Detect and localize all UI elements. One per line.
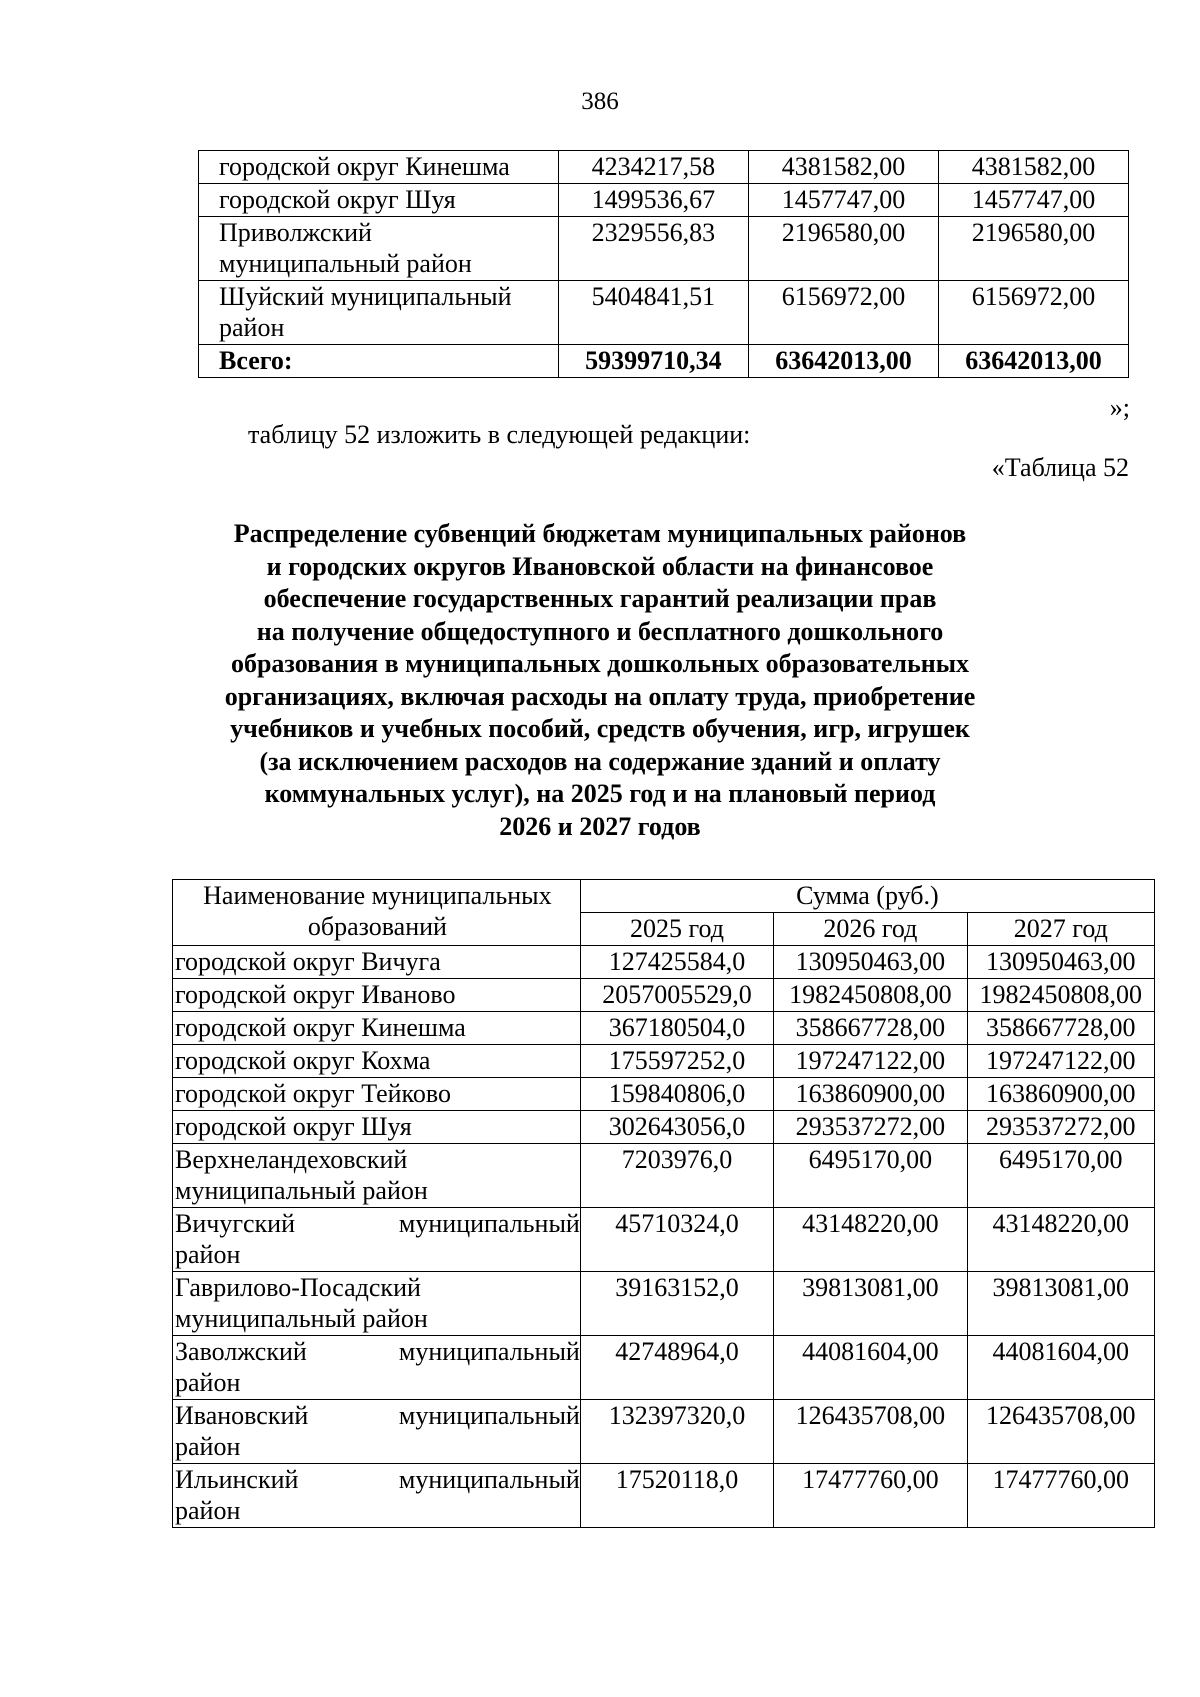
value-2026: 293537272,00 bbox=[774, 1111, 967, 1144]
row-name: Гаврилово-Посадский муниципальный район bbox=[173, 1272, 581, 1336]
row-name: Шуйский муниципальный район bbox=[199, 281, 559, 345]
table-label: «Таблица 52 bbox=[991, 453, 1129, 482]
header-name: Наименование муниципальных образований bbox=[173, 880, 581, 946]
value-2026: 197247122,00 bbox=[774, 1045, 967, 1078]
row-name bbox=[173, 1464, 581, 1528]
value-2027: 4381582,00 bbox=[938, 151, 1128, 184]
value-2025: 159840806,0 bbox=[580, 1078, 773, 1111]
value-2027: 197247122,00 bbox=[967, 1045, 1154, 1078]
value-2025: 302643056,0 bbox=[580, 1111, 773, 1144]
row-name-part: район bbox=[175, 1240, 241, 1269]
value-2027: 163860900,00 bbox=[967, 1078, 1154, 1111]
value-2025: 39163152,0 bbox=[580, 1272, 773, 1336]
instruction-text: таблицу 52 изложить в следующей редакции: bbox=[248, 420, 751, 449]
row-name-part: Заволжский bbox=[175, 1337, 307, 1366]
table-row bbox=[199, 217, 1129, 281]
value-2025: 42748964,0 bbox=[580, 1336, 773, 1400]
closing-quote: »; bbox=[1109, 393, 1130, 422]
table-row bbox=[199, 281, 1129, 345]
value-2027: 39813081,00 bbox=[967, 1272, 1154, 1336]
value-2027: 126435708,00 bbox=[967, 1400, 1154, 1464]
table-row bbox=[173, 1208, 1155, 1272]
value-2027: 293537272,00 bbox=[967, 1111, 1154, 1144]
total-2026: 63642013,00 bbox=[748, 345, 938, 378]
value-2027: 6156972,00 bbox=[938, 281, 1128, 345]
table-row bbox=[173, 1012, 1155, 1045]
value-2027: 6495170,00 bbox=[967, 1144, 1154, 1208]
value-2025: 17520118,0 bbox=[580, 1464, 773, 1528]
row-name: городской округ Кинешма bbox=[199, 151, 559, 184]
row-name: городской округ Шуя bbox=[173, 1111, 581, 1144]
row-name-part: муниципальный bbox=[398, 1401, 580, 1430]
row-name-part: район bbox=[175, 1368, 241, 1397]
value-2026: 43148220,00 bbox=[774, 1208, 967, 1272]
total-row bbox=[199, 345, 1129, 378]
value-2027: 44081604,00 bbox=[967, 1336, 1154, 1400]
value-2026: 6495170,00 bbox=[774, 1144, 967, 1208]
value-2026: 2196580,00 bbox=[748, 217, 938, 281]
value-2027: 1982450808,00 bbox=[967, 979, 1154, 1012]
value-2027: 130950463,00 bbox=[967, 946, 1154, 979]
table-row bbox=[173, 1464, 1155, 1528]
row-name-part: Ильинский bbox=[175, 1465, 299, 1494]
value-2026: 6156972,00 bbox=[748, 281, 938, 345]
row-name-line bbox=[175, 1336, 580, 1367]
header-year-2027: 2027 год bbox=[967, 913, 1154, 946]
row-name-part: муниципальный bbox=[398, 1337, 580, 1366]
value-2025: 7203976,0 bbox=[580, 1144, 773, 1208]
row-name: городской округ Шуя bbox=[199, 184, 559, 217]
value-2025: 2329556,83 bbox=[558, 217, 748, 281]
value-2026: 17477760,00 bbox=[774, 1464, 967, 1528]
value-2026: 4381582,00 bbox=[748, 151, 938, 184]
table-row bbox=[173, 1336, 1155, 1400]
header-year-2026: 2026 год bbox=[774, 913, 967, 946]
row-name-line bbox=[175, 1208, 580, 1239]
row-name: Верхнеландеховский муниципальный район bbox=[173, 1144, 581, 1208]
value-2026: 130950463,00 bbox=[774, 946, 967, 979]
value-2027: 43148220,00 bbox=[967, 1208, 1154, 1272]
table-row bbox=[199, 184, 1129, 217]
value-2026: 163860900,00 bbox=[774, 1078, 967, 1111]
row-name-line bbox=[175, 1400, 580, 1431]
table-row bbox=[173, 1400, 1155, 1464]
value-2025: 45710324,0 bbox=[580, 1208, 773, 1272]
page-number: 386 bbox=[581, 88, 619, 115]
value-2025: 132397320,0 bbox=[580, 1400, 773, 1464]
row-name: городской округ Вичуга bbox=[173, 946, 581, 979]
value-2025: 127425584,0 bbox=[580, 946, 773, 979]
table-title: Распределение субвенций бюджетам муниципальных районов и городских округов Ивановской области на финансовое обеспечение государственных гарантий реализации прав на получение общедоступного и бесплатного дошкольного образования в муниципальных дошкольных образовательных организациях, включая расходы на оплату труда, приобретение учебников и учебных пособий, средств обучения, игр, игрушек (за исключением расходов на содержание зданий и оплату коммунальных услуг), на 2025 год и на плановый период 2026 и 2027 годов bbox=[224, 519, 976, 841]
row-name: городской округ Иваново bbox=[173, 979, 581, 1012]
value-2027: 358667728,00 bbox=[967, 1012, 1154, 1045]
value-2026: 1982450808,00 bbox=[774, 979, 967, 1012]
previous-table bbox=[198, 150, 1129, 378]
row-name-part: район bbox=[175, 1496, 241, 1525]
total-2025: 59399710,34 bbox=[558, 345, 748, 378]
value-2025: 367180504,0 bbox=[580, 1012, 773, 1045]
value-2026: 358667728,00 bbox=[774, 1012, 967, 1045]
value-2025: 1499536,67 bbox=[558, 184, 748, 217]
table-row bbox=[173, 1078, 1155, 1111]
row-name: Приволжский муниципальный район bbox=[199, 217, 559, 281]
row-name-part: Вичугский bbox=[175, 1209, 295, 1238]
value-2025: 2057005529,0 bbox=[580, 979, 773, 1012]
row-name bbox=[173, 1336, 581, 1400]
header-row bbox=[173, 880, 1155, 913]
header-year-2025: 2025 год bbox=[580, 913, 773, 946]
value-2026: 39813081,00 bbox=[774, 1272, 967, 1336]
value-2027: 2196580,00 bbox=[938, 217, 1128, 281]
total-2027: 63642013,00 bbox=[938, 345, 1128, 378]
row-name-part: Ивановский bbox=[175, 1401, 309, 1430]
row-name-line bbox=[175, 1464, 580, 1495]
table-row bbox=[173, 1272, 1155, 1336]
value-2026: 126435708,00 bbox=[774, 1400, 967, 1464]
row-name: городской округ Кохма bbox=[173, 1045, 581, 1078]
row-name-part: муниципальный bbox=[398, 1465, 580, 1494]
value-2026: 44081604,00 bbox=[774, 1336, 967, 1400]
row-name: городской округ Тейково bbox=[173, 1078, 581, 1111]
row-name-part: муниципальный bbox=[398, 1209, 580, 1238]
value-2027: 1457747,00 bbox=[938, 184, 1128, 217]
distribution-table bbox=[172, 879, 1155, 1528]
row-name bbox=[173, 1400, 581, 1464]
row-name bbox=[173, 1208, 581, 1272]
table-row bbox=[199, 151, 1129, 184]
value-2025: 175597252,0 bbox=[580, 1045, 773, 1078]
table-row bbox=[173, 1111, 1155, 1144]
value-2026: 1457747,00 bbox=[748, 184, 938, 217]
table-row bbox=[173, 979, 1155, 1012]
value-2025: 5404841,51 bbox=[558, 281, 748, 345]
table-row bbox=[173, 946, 1155, 979]
table-row bbox=[173, 1045, 1155, 1078]
row-name-part: район bbox=[175, 1432, 241, 1461]
value-2025: 4234217,58 bbox=[558, 151, 748, 184]
table-row bbox=[173, 1144, 1155, 1208]
row-name: городской округ Кинешма bbox=[173, 1012, 581, 1045]
header-sum: Сумма (руб.) bbox=[580, 880, 1154, 913]
total-label: Всего: bbox=[199, 345, 559, 378]
value-2027: 17477760,00 bbox=[967, 1464, 1154, 1528]
